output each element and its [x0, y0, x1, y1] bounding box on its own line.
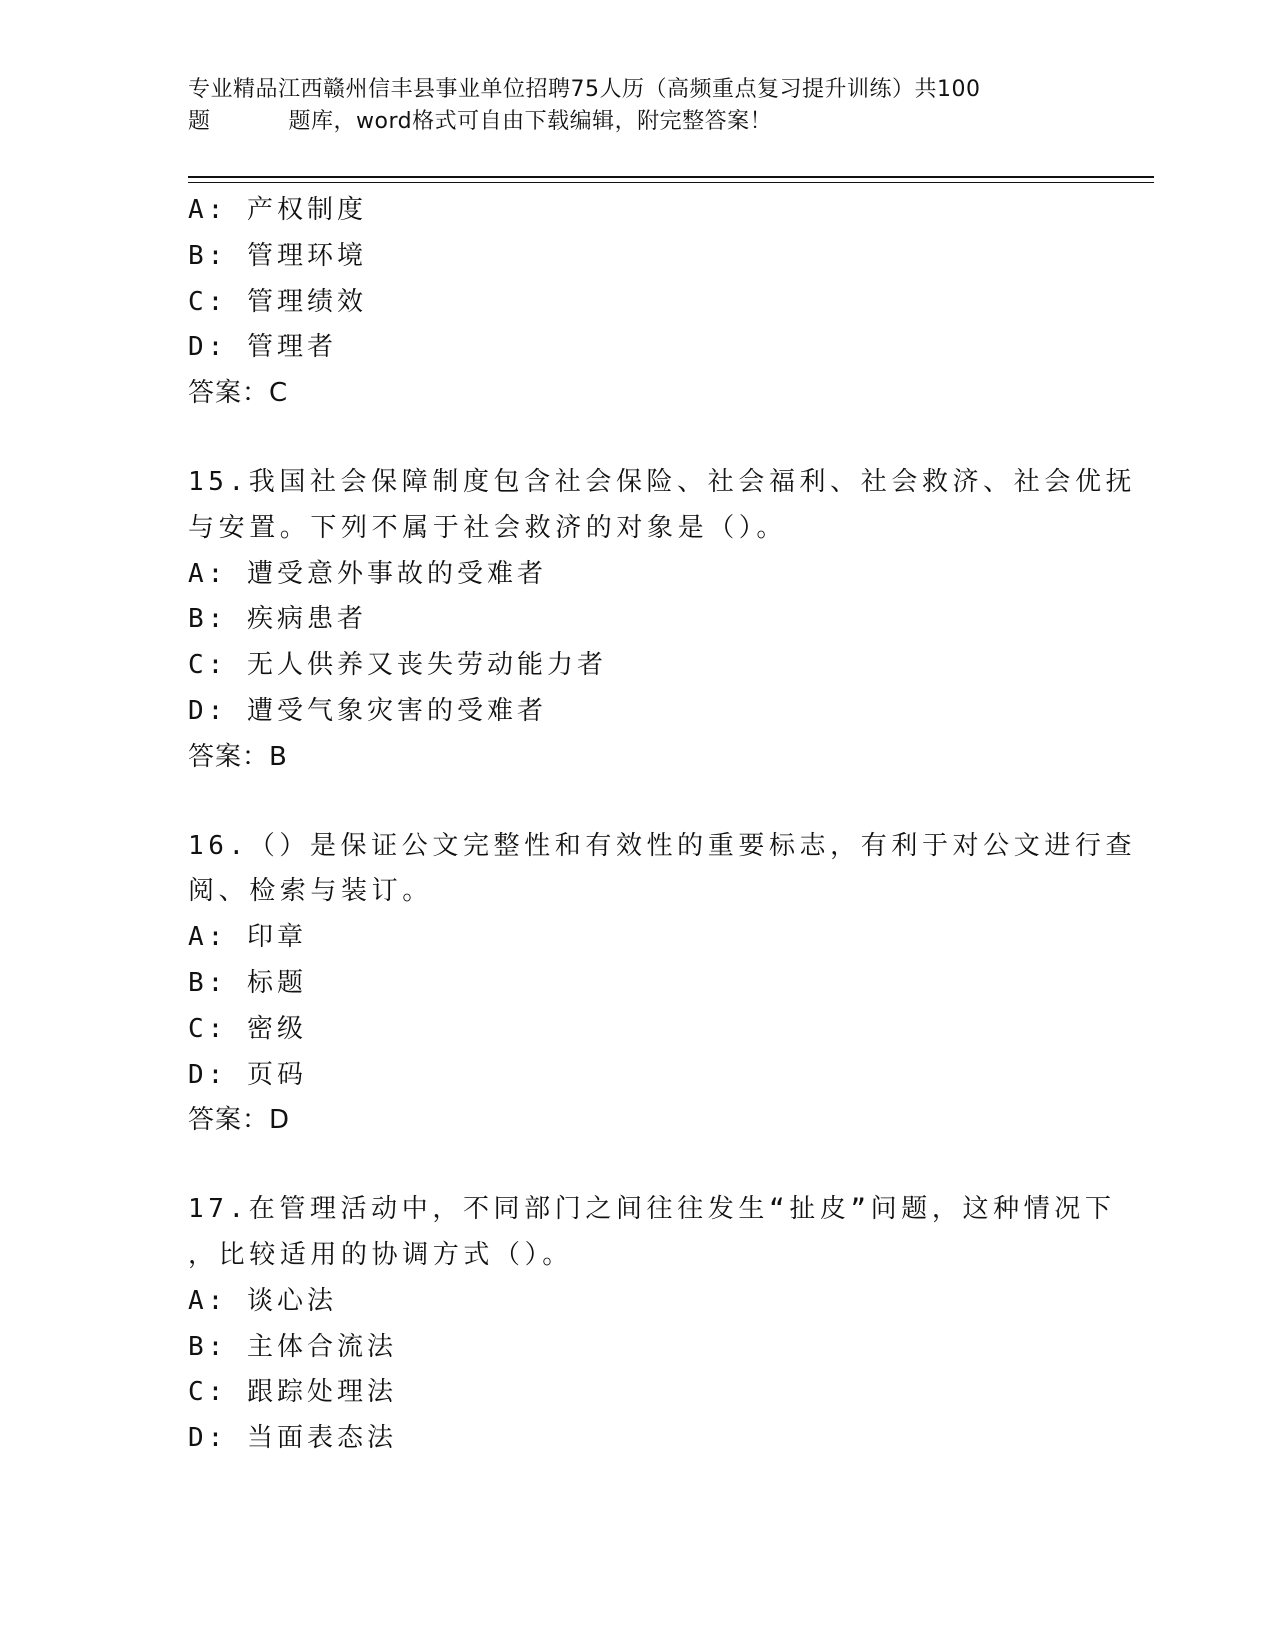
option-c: C: 管理绩效 — [188, 286, 367, 317]
question-stem: 阅、检索与装订。 — [188, 876, 433, 907]
header-divider — [188, 176, 1154, 178]
question-block-15 — [188, 460, 1137, 781]
answer-line: 答案：C — [188, 378, 289, 409]
option-a: A: 遭受意外事故的受难者 — [188, 558, 547, 589]
question-block-16 — [188, 824, 1137, 1145]
option-d: D: 页码 — [188, 1059, 307, 1090]
option-a: A: 谈心法 — [188, 1285, 337, 1316]
answer-line: 答案：B — [188, 741, 288, 772]
option-a: A: 印章 — [188, 922, 307, 953]
option-a: A: 产权制度 — [188, 195, 367, 225]
option-d: D: 当面表态法 — [188, 1423, 397, 1454]
question-list — [188, 188, 1137, 1462]
header-title-fragment: 题 — [188, 109, 211, 134]
header-divider — [188, 182, 1154, 183]
header-title-line2 — [188, 106, 1068, 138]
option-c: C: 无人供养又丧失劳动能力者 — [188, 650, 607, 681]
header-title-line1: 专业精品江西赣州信丰县事业单位招聘75人历（高频重点复习提升训练）共100 — [188, 77, 981, 102]
option-d: D: 管理者 — [188, 332, 337, 363]
question-stem: ，比较适用的协调方式（）。 — [188, 1239, 573, 1270]
option-d: D: 遭受气象灾害的受难者 — [188, 695, 547, 726]
option-b: B: 管理环境 — [188, 240, 367, 271]
question-stem: 17.在管理活动中，不同部门之间往往发生“扯皮”问题，这种情况下 — [188, 1194, 1116, 1225]
question-block-17 — [188, 1187, 1116, 1462]
header-title-fragment: 题库，word格式可自由下载编辑，附完整答案！ — [288, 109, 773, 134]
answer-line: 答案：D — [188, 1105, 291, 1136]
question-stem: 16.（）是保证公文完整性和有效性的重要标志，有利于对公文进行查 — [188, 830, 1137, 861]
question-stem: 15.我国社会保障制度包含社会保险、社会福利、社会救济、社会优抚 — [188, 466, 1137, 497]
document-header — [188, 74, 1068, 138]
option-b: B: 标题 — [188, 967, 307, 998]
option-b: B: 主体合流法 — [188, 1331, 397, 1362]
question-block-14 — [188, 188, 1088, 417]
question-stem: 与安置。下列不属于社会救济的对象是（）。 — [188, 512, 788, 543]
option-c: C: 跟踪处理法 — [188, 1377, 397, 1408]
option-c: C: 密级 — [188, 1013, 307, 1044]
option-b: B: 疾病患者 — [188, 604, 367, 635]
